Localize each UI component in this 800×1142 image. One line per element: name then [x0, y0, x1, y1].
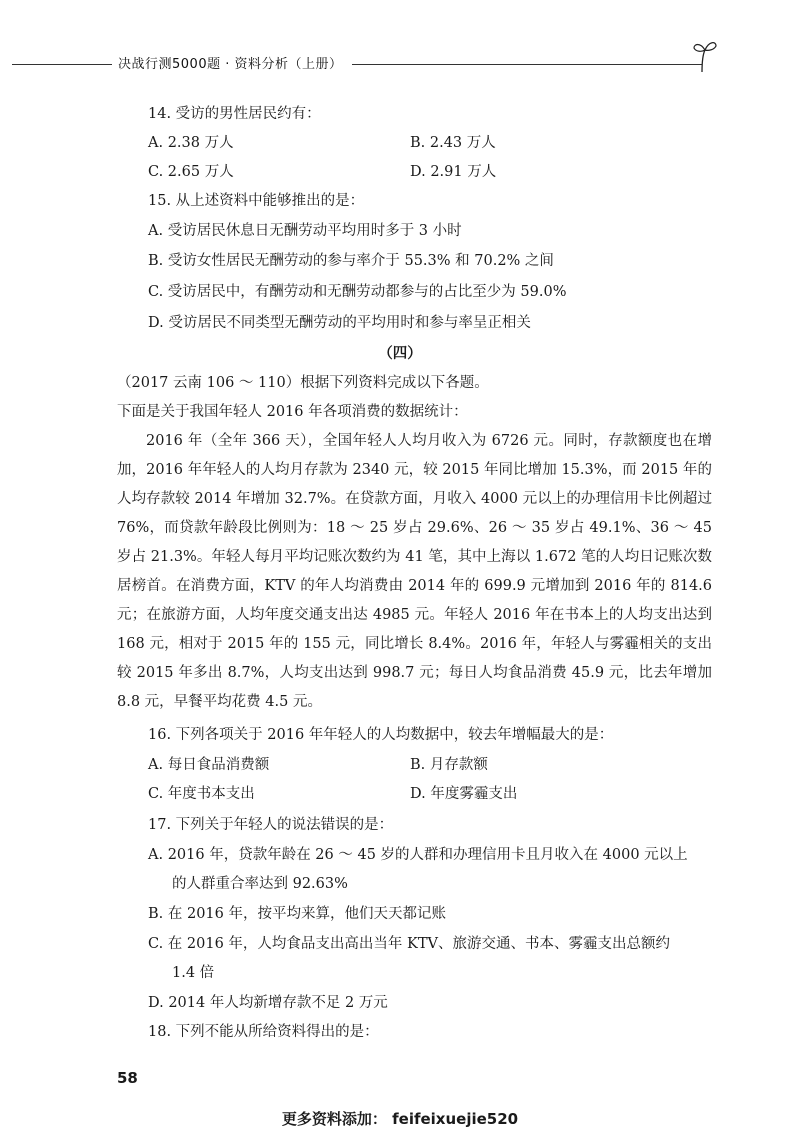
section-intro: 下面是关于我国年轻人 2016 年各项消费的数据统计： — [117, 404, 468, 420]
question-15-stem: 15. 从上述资料中能够推出的是： — [148, 193, 365, 209]
book-title: 决战行测5000题 · 资料分析（上册） — [118, 57, 343, 72]
question-14-stem: 14. 受访的男性居民约有： — [148, 106, 321, 122]
question-14-option-d: D. 2.91 万人 — [410, 164, 497, 180]
question-17-option-c-line1: C. 在 2016 年，人均食品支出高出当年 KTV、旅游交通、书本、雾霾支出总额约 — [148, 936, 670, 952]
question-15-option-d: D. 受访居民不同类型无酬劳动的平均用时和参与率呈正相关 — [148, 315, 531, 331]
question-15-option-a: A. 受访居民休息日无酬劳动平均用时多于 3 小时 — [148, 223, 462, 239]
question-16-option-c: C. 年度书本支出 — [148, 786, 255, 802]
question-15-option-b: B. 受访女性居民无酬劳动的参与率介于 55.3% 和 70.2% 之间 — [148, 253, 554, 269]
page-header — [0, 50, 800, 74]
question-17-option-a-line1: A. 2016 年，贷款年龄在 26 ～ 45 岁的人群和办理信用卡且月收入在 4000 元以上 — [148, 847, 688, 863]
question-14-option-c: C. 2.65 万人 — [148, 164, 234, 180]
header-rule-left — [12, 64, 112, 65]
question-16-option-a: A. 每日食品消费额 — [148, 757, 270, 773]
page-number: 58 — [117, 1069, 138, 1087]
question-14-option-b: B. 2.43 万人 — [410, 135, 496, 151]
section-source: （2017 云南 106 ～ 110）根据下列资料完成以下各题。 — [117, 375, 489, 391]
section-title: （四） — [378, 346, 422, 362]
question-17-option-b: B. 在 2016 年，按平均来算，他们天天都记账 — [148, 906, 446, 922]
question-17-option-a-line2: 的人群重合率达到 92.63% — [172, 876, 348, 892]
question-14-option-a: A. 2.38 万人 — [148, 135, 234, 151]
question-17-option-d: D. 2014 年人均新增存款不足 2 万元 — [148, 995, 388, 1011]
question-18-stem: 18. 下列不能从所给资料得出的是： — [148, 1024, 379, 1040]
question-15-option-c: C. 受访居民中，有酬劳动和无酬劳动都参与的占比至少为 59.0% — [148, 284, 567, 300]
footer-note: 更多资料添加： feifeixuejie520 — [281, 1110, 519, 1128]
question-17-stem: 17. 下列关于年轻人的说法错误的是： — [148, 817, 394, 833]
question-17-option-c-line2: 1.4 倍 — [172, 965, 215, 981]
question-16-option-b: B. 月存款额 — [410, 757, 488, 773]
header-rule-right — [352, 64, 702, 65]
data-paragraph: 2016 年（全年 366 天），全国年轻人人均月收入为 6726 元。同时，存款额度也在增加，2016 年年轻人的人均月存款为 2340 元，较 2015 年同比增加 15.3%，而 2015 年的人均存款较 2014 年增加 32.7%。在贷款方面，月收入 4000 元以上的办理信用卡比例超过 76%，而贷款年龄段比例则为：18 ～ 25 岁占 29.6%、26 ～ 35 岁占 49.1%、36 ～ 45 岁占 21.3%。年轻人每月平均记账次数约为 41 笔，其中上海以 1.672 笔的人均日记账次数居榜首。在消费方面，KTV 的年人均消费由 2014 年的 699.9 元增加到 2016 年的 814.6 元；在旅游方面，人均年度交通支出达 4985 元。年轻人 2016 年在书本上的人均支出达到 168 元，相对于 2015 年的 155 元，同比增长 8.4%。2016 年，年轻人与雾霾相关的支出较 2015 年多出 8.7%，人均支出达到 998.7 元；每日人均食品消费 45.9 元，比去年增加 8.8 元，早餐平均花费 4.5 元。 — [117, 433, 712, 710]
sprout-icon — [692, 38, 718, 72]
question-16-option-d: D. 年度雾霾支出 — [410, 786, 518, 802]
question-16-stem: 16. 下列各项关于 2016 年年轻人的人均数据中，较去年增幅最大的是： — [148, 727, 614, 743]
